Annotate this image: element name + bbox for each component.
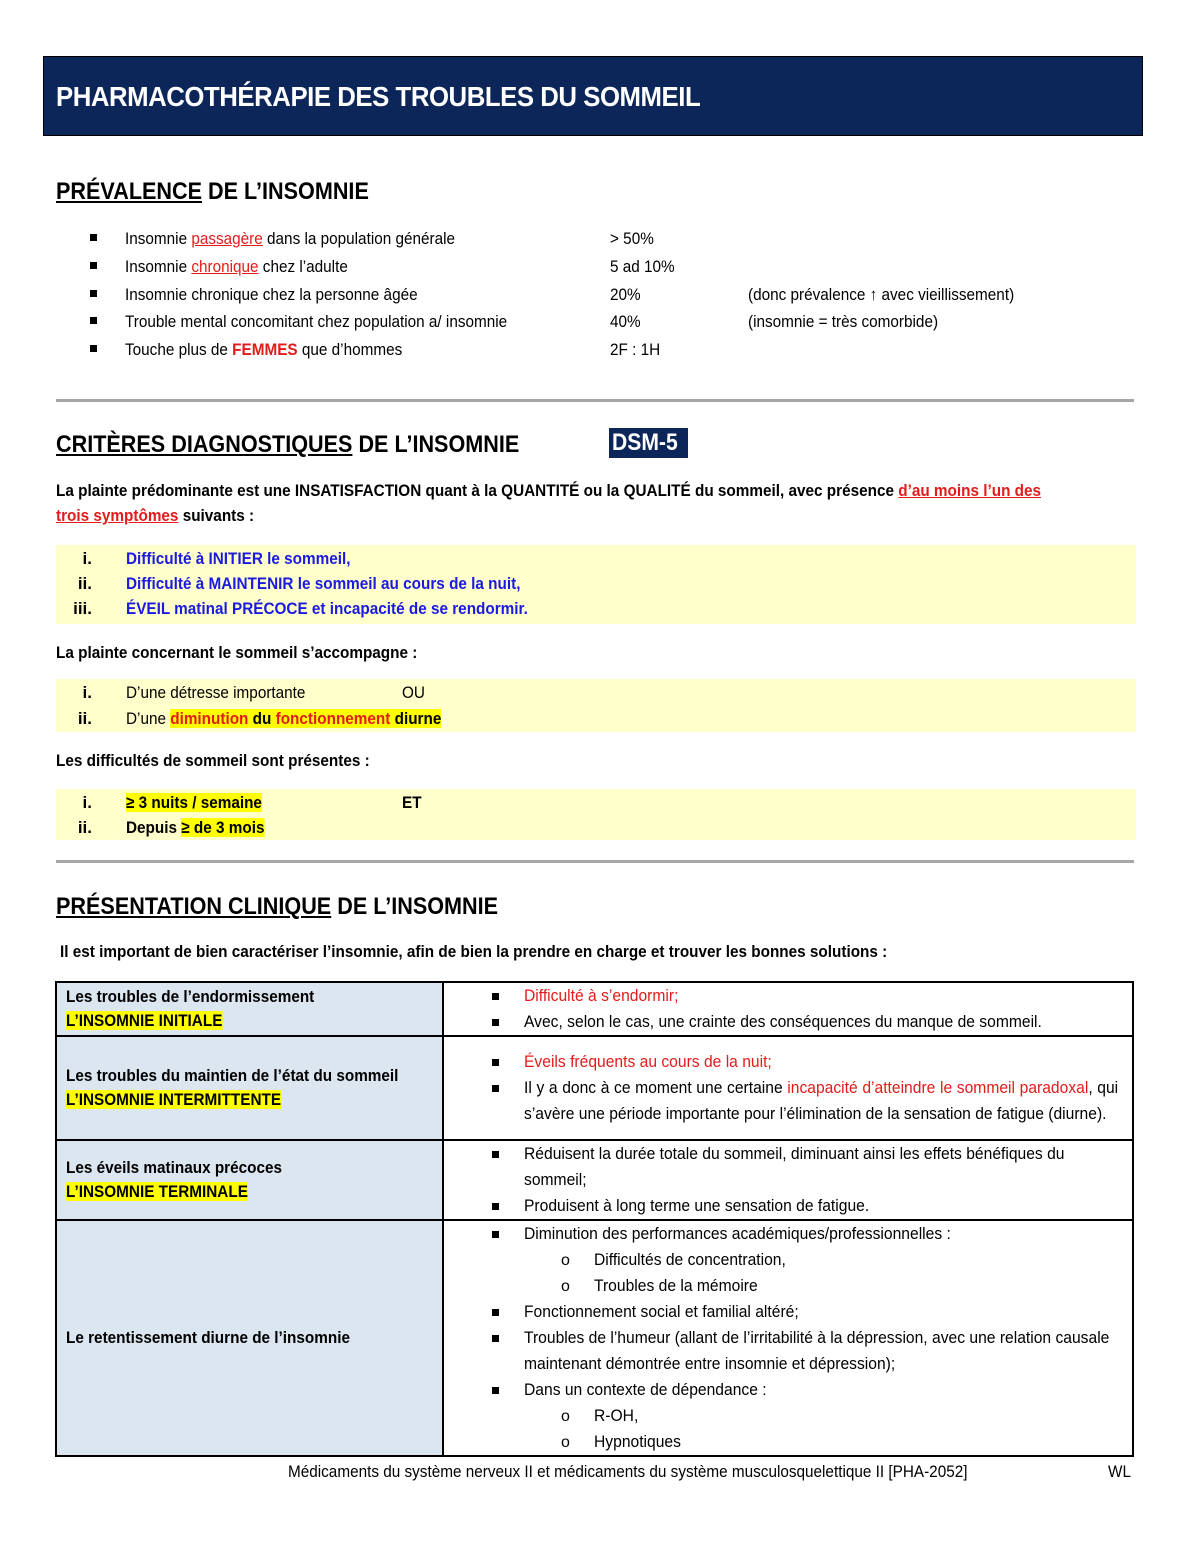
sub-list-item: o Hypnotiques [444,1429,1132,1455]
sub-list-item: o Difficultés de concentration, [444,1247,1132,1273]
row-type: L’INSOMNIE INTERMITTENTE [66,1090,282,1109]
bullet-icon [90,262,97,269]
table-cell-label [56,982,443,1036]
symptom-text: Difficulté à MAINTENIR le sommeil au cours de la nuit, [126,574,521,593]
frequency-text: Depuis ≥ de 3 mois [126,818,265,837]
criteria-heading: CRITÈRES DIAGNOSTIQUES DE L’INSOMNIE [56,431,520,458]
sub-list-item: o Troubles de la mémoire [444,1273,1132,1299]
table-cell-description [443,1036,1133,1140]
bullet-icon [492,1309,499,1316]
clinical-heading: PRÉSENTATION CLINIQUE DE L’INSOMNIE [56,893,499,920]
title-banner [43,56,1143,136]
dsm-badge: DSM-5 [609,428,688,458]
prevalence-item: Insomnie chronique chez la personne âgée [125,285,418,304]
footer-course: Médicaments du système nerveux II et médicaments du système musculosquelettique II [PHA-2052] [288,1462,968,1481]
row-type: L’INSOMNIE INITIALE [66,1011,223,1030]
bullet-icon [492,1085,499,1092]
criteria-intro-line2: trois symptômes suivants : [56,506,255,525]
section-divider [56,399,1134,402]
list-item: Il y a donc à ce moment une certaine incapacité d’atteindre le sommeil paradoxal, qui s’avère une période importante pour l’élimination de la sensation de fatigue (diurne). [444,1075,1132,1127]
bullet-icon [492,1335,499,1342]
symptom-number: ii. [77,574,92,593]
circle-bullet-icon: o [561,1408,570,1425]
prevalence-item: Insomnie chronique chez l’adulte [125,257,348,276]
frequency-number: i. [82,793,92,812]
symptom-number: iii. [73,599,92,618]
table-row [56,1220,1133,1456]
complaint-text: D’une détresse importante [126,683,306,702]
prevalence-item: Insomnie passagère dans la population générale [125,229,456,248]
bullet-icon [90,234,97,241]
clinical-intro: Il est important de bien caractériser l’insomnie, afin de bien la prendre en charge et trouver les bonnes solutions : [60,942,888,961]
prevalence-value: 40% [610,312,641,331]
row-label: Les troubles de l’endormissement [66,987,315,1006]
complaint-or: OU [402,683,425,702]
row-label: Les troubles du maintien de l’état du sommeil [66,1066,399,1085]
complaint-number: i. [82,683,92,702]
complaint-text: D’une diminution du fonctionnement diurne [126,709,442,728]
prevalence-item: Trouble mental concomitant chez population a/ insomnie [125,312,508,331]
table-row [56,982,1133,1036]
list-item: Troubles de l’humeur (allant de l’irritabilité à la dépression, avec une relation causale maintenant démontrée entre insomnie et dépression); [444,1325,1132,1377]
frequency-number: ii. [77,818,92,837]
list-item: Produisent à long terme une sensation de fatigue. [444,1193,1132,1219]
prevalence-value: 2F : 1H [610,340,661,359]
frequency-heading: Les difficultés de sommeil sont présentes : [56,751,370,770]
circle-bullet-icon: o [561,1434,570,1451]
row-label: Le retentissement diurne de l’insomnie [66,1328,350,1347]
bullet-icon [492,1019,499,1026]
prevalence-item: Touche plus de FEMMES que d’hommes [125,340,403,359]
bullet-icon [492,1203,499,1210]
prevalence-value: > 50% [610,229,654,248]
table-cell-description [443,982,1133,1036]
list-item: Difficulté à s’endormir; [444,983,1132,1009]
bullet-icon [492,1231,499,1238]
list-item: Réduisent la durée totale du sommeil, diminuant ainsi les effets bénéfiques du sommeil; [444,1141,1132,1193]
bullet-icon [90,317,97,324]
table-cell-label [56,1140,443,1220]
prevalence-note: (donc prévalence ↑ avec vieillissement) [748,285,1015,304]
frequency-text: ≥ 3 nuits / semaine [126,793,262,812]
sub-list-item: o R-OH, [444,1403,1132,1429]
symptom-number: i. [82,549,92,568]
list-item: Fonctionnement social et familial altéré; [444,1299,1132,1325]
bullet-icon [492,1387,499,1394]
table-cell-description [443,1220,1133,1456]
symptom-text: Difficulté à INITIER le sommeil, [126,549,351,568]
prevalence-value: 20% [610,285,641,304]
row-label: Les éveils matinaux précoces [66,1158,283,1177]
section-divider [56,860,1134,863]
table-row [56,1140,1133,1220]
circle-bullet-icon: o [561,1278,570,1295]
bullet-icon [90,345,97,352]
list-item: Avec, selon le cas, une crainte des conséquences du manque de sommeil. [444,1009,1132,1035]
list-item: Dans un contexte de dépendance : [444,1377,1132,1403]
footer-initials: WL [1108,1462,1131,1481]
bullet-icon [492,1059,499,1066]
symptom-text: ÉVEIL matinal PRÉCOCE et incapacité de se rendormir. [126,599,528,618]
prevalence-note: (insomnie = très comorbide) [748,312,939,331]
criteria-intro-line1: La plainte prédominante est une INSATISFACTION quant à la QUANTITÉ ou la QUALITÉ du sommeil, avec présence d’au moins l’un des [56,481,1042,500]
table-cell-label [56,1036,443,1140]
prevalence-heading: PRÉVALENCE DE L’INSOMNIE [56,178,369,205]
table-cell-description [443,1140,1133,1220]
list-item: Diminution des performances académiques/professionnelles : [444,1221,1132,1247]
list-item: Éveils fréquents au cours de la nuit; [444,1049,1132,1075]
frequency-and: ET [402,793,422,812]
bullet-icon [492,1151,499,1158]
bullet-icon [90,290,97,297]
row-type: L’INSOMNIE TERMINALE [66,1182,248,1201]
circle-bullet-icon: o [561,1252,570,1269]
complaint-number: ii. [77,709,92,728]
complaint-heading: La plainte concernant le sommeil s’accompagne : [56,643,418,662]
document-title: PHARMACOTHÉRAPIE DES TROUBLES DU SOMMEIL [56,81,701,112]
prevalence-value: 5 ad 10% [610,257,675,276]
bullet-icon [492,993,499,1000]
table-row [56,1036,1133,1140]
clinical-table [55,981,1134,1457]
table-cell-label [56,1220,443,1456]
